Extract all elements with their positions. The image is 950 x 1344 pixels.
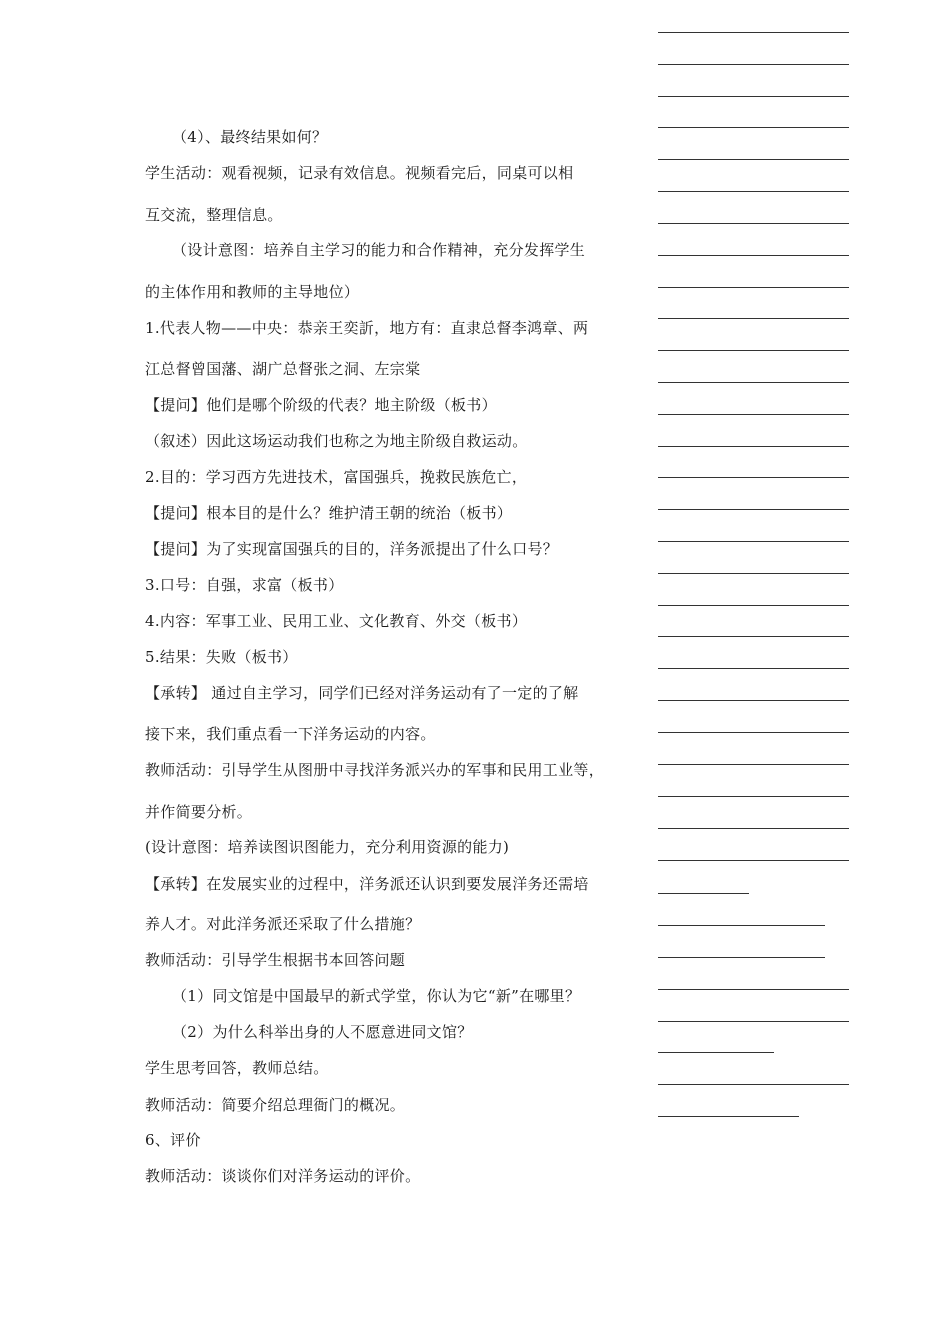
note-rule-line xyxy=(658,957,825,958)
text-line: 5.结果：失败（板书） xyxy=(145,648,298,666)
text-line: 1.代表人物——中央：恭亲王奕訢，地方有：直隶总督李鸿章、两 xyxy=(145,319,589,337)
note-rule-line xyxy=(658,127,849,128)
note-rule-line xyxy=(658,382,849,383)
note-rule-line xyxy=(658,414,849,415)
text-line: 并作简要分析。 xyxy=(145,803,253,821)
note-rule-line xyxy=(658,64,849,65)
text-line: 学生活动：观看视频，记录有效信息。视频看完后，同桌可以相 xyxy=(145,164,574,182)
note-rule-line xyxy=(658,605,849,606)
note-rule-line xyxy=(658,1116,799,1117)
note-rule-line xyxy=(658,828,849,829)
text-line: （叙述）因此这场运动我们也称之为地主阶级自救运动。 xyxy=(145,432,528,450)
text-line: 教师活动：引导学生根据书本回答问题 xyxy=(145,951,406,969)
note-rule-line xyxy=(658,732,849,733)
text-line: 【提问】根本目的是什么？维护清王朝的统治（板书） xyxy=(145,504,513,522)
note-rule-line xyxy=(658,1084,849,1085)
note-rule-line xyxy=(658,287,849,288)
note-rule-line xyxy=(658,32,849,33)
note-rule-line xyxy=(658,477,849,478)
note-rule-line xyxy=(658,159,849,160)
note-rule-line xyxy=(658,989,849,990)
text-line: （4）、最终结果如何？ xyxy=(172,128,328,146)
text-line: 【提问】为了实现富国强兵的目的，洋务派提出了什么口号？ xyxy=(145,540,559,558)
text-line: 互交流，整理信息。 xyxy=(145,206,283,224)
note-rule-line xyxy=(658,509,849,510)
note-rule-line xyxy=(658,318,849,319)
note-rule-line xyxy=(658,96,849,97)
text-line: 江总督曾国藩、湖广总督张之洞、左宗棠 xyxy=(145,360,421,378)
note-rule-line xyxy=(658,223,849,224)
text-line: 2.目的：学习西方先进技术，富国强兵，挽救民族危亡， xyxy=(145,468,528,486)
text-line: 学生思考回答，教师总结。 xyxy=(145,1059,329,1077)
text-line: 教师活动：简要介绍总理衙门的概况。 xyxy=(145,1096,406,1114)
text-line: 6、评价 xyxy=(145,1131,201,1149)
note-rule-line xyxy=(658,860,849,861)
note-rule-line xyxy=(658,446,849,447)
text-line: 接下来，我们重点看一下洋务运动的内容。 xyxy=(145,725,436,743)
note-rule-line xyxy=(658,636,849,637)
text-line: (设计意图：培养读图识图能力，充分利用资源的能力) xyxy=(145,838,510,856)
text-line: 的主体作用和教师的主导地位） xyxy=(145,283,360,301)
text-line: 【承转】 通过自主学习，同学们已经对洋务运动有了一定的了解 xyxy=(145,684,579,702)
note-rule-line xyxy=(658,1052,774,1053)
text-line: 【提问】他们是哪个阶级的代表？地主阶级（板书） xyxy=(145,396,497,414)
note-rule-line xyxy=(658,700,849,701)
note-rule-line xyxy=(658,541,849,542)
text-line: 教师活动：谈谈你们对洋务运动的评价。 xyxy=(145,1167,421,1185)
text-line: 教师活动：引导学生从图册中寻找洋务派兴办的军事和民用工业等， xyxy=(145,761,605,779)
note-rule-line xyxy=(658,573,849,574)
note-rule-line xyxy=(658,350,849,351)
note-rule-line xyxy=(658,255,849,256)
text-line: 养人才。对此洋务派还采取了什么措施？ xyxy=(145,915,421,933)
text-line: 3.口号：自强，求富（板书） xyxy=(145,576,344,594)
note-rule-line xyxy=(658,925,825,926)
text-line: （1）同文馆是中国最早的新式学堂，你认为它“新”在哪里？ xyxy=(172,987,581,1005)
text-line: （设计意图：培养自主学习的能力和合作精神，充分发挥学生 xyxy=(172,241,586,259)
note-rule-line xyxy=(658,1021,849,1022)
note-rule-line xyxy=(658,764,849,765)
text-line: 【承转】在发展实业的过程中，洋务派还认识到要发展洋务还需培 xyxy=(145,875,589,893)
note-rule-line xyxy=(658,668,849,669)
note-rule-line xyxy=(658,191,849,192)
text-line: （2）为什么科举出身的人不愿意进同文馆？ xyxy=(172,1023,473,1041)
note-rule-line xyxy=(658,796,849,797)
text-line: 4.内容：军事工业、民用工业、文化教育、外交（板书） xyxy=(145,612,528,630)
note-rule-line xyxy=(658,893,749,894)
